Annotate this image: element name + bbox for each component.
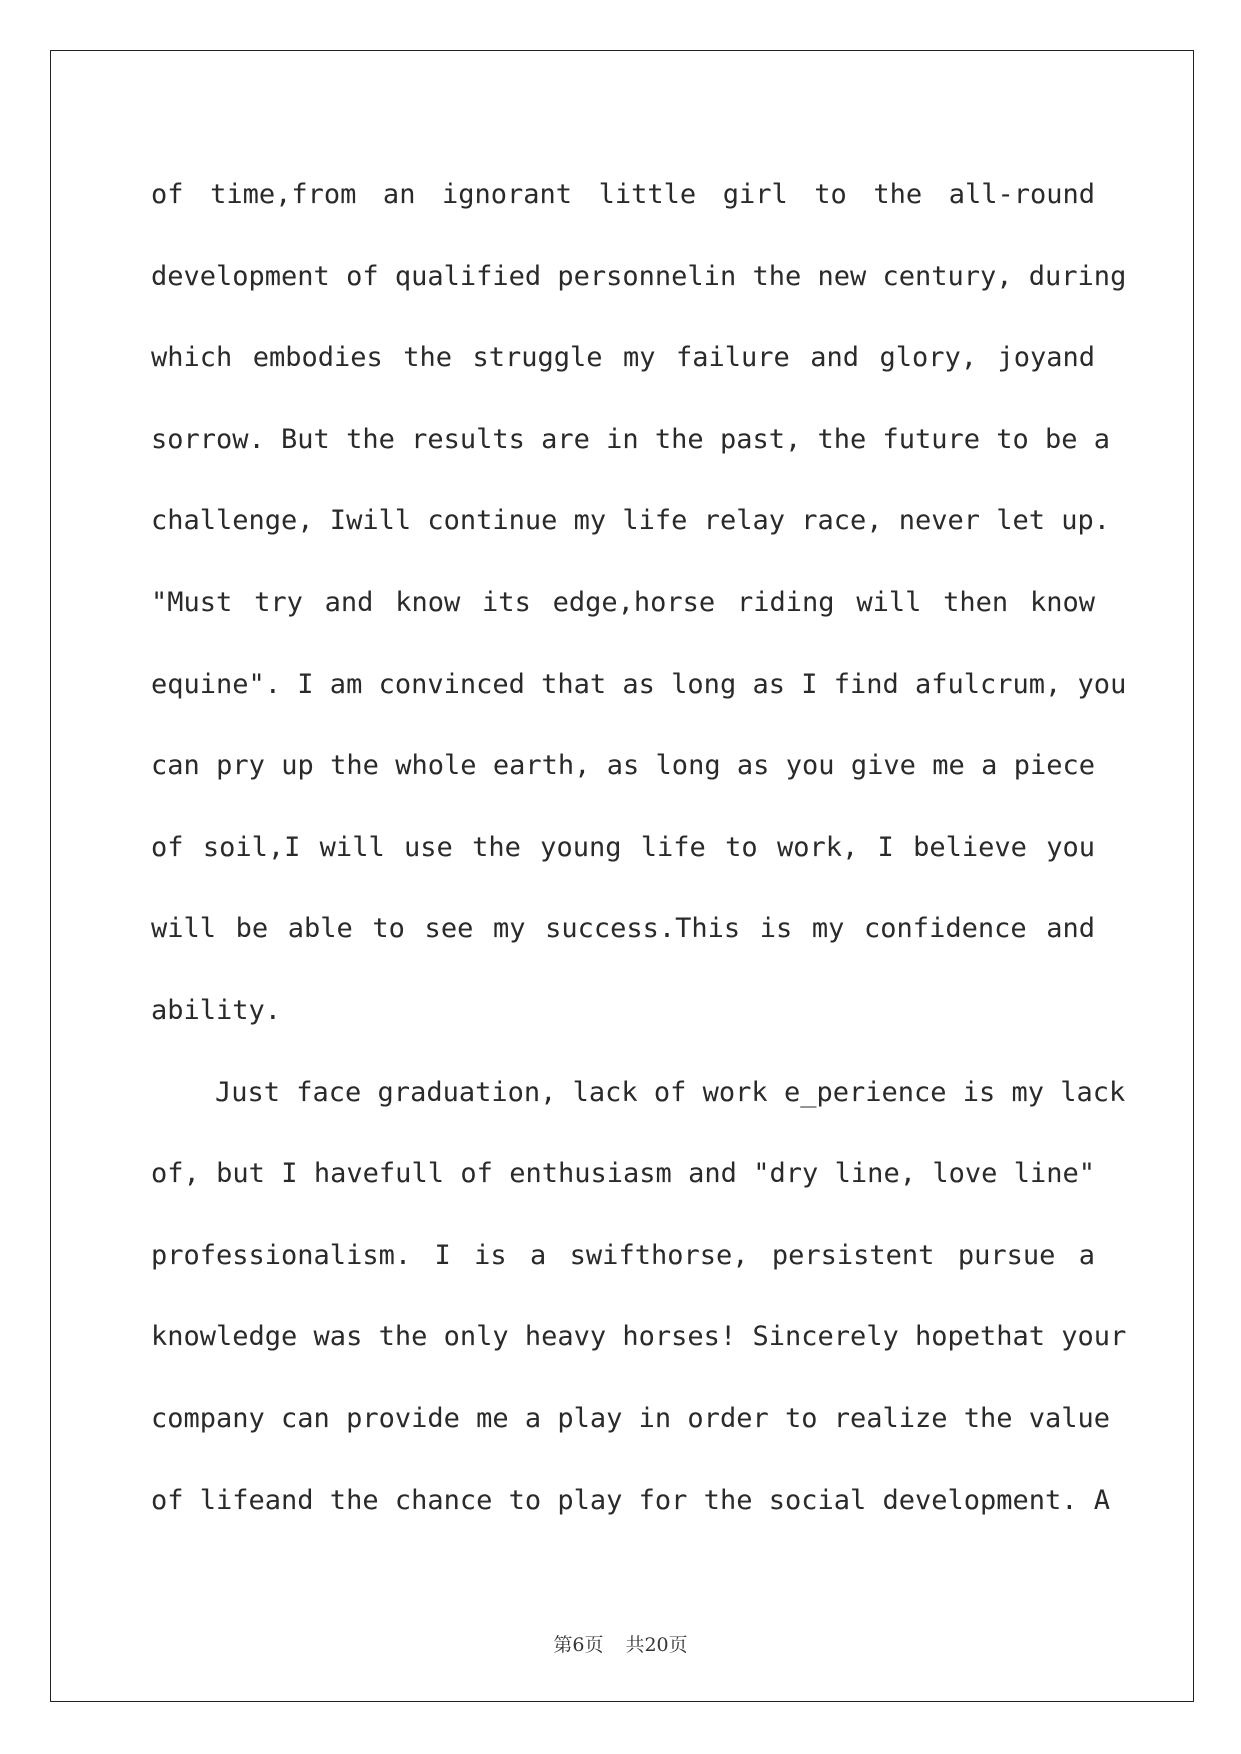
text-line: sorrow. But the results are in the past, the future to be a [151,423,1111,455]
text-line: of soil,I will use the young life to work, I believe you [151,831,1095,863]
text-line: development of qualified personnelin the new century, during [151,260,1127,292]
text-line: of lifeand the chance to play for the social development. A [151,1484,1111,1516]
text-line: will be able to see my success.This is my confidence and [151,913,1095,945]
text-line: of time,from an ignorant little girl to the all-round [151,179,1095,210]
text-line: equine". I am convinced that as long as I find afulcrum, you [151,668,1127,700]
text-line: which embodies the struggle my failure and glory, joyand [151,342,1095,374]
text-line: "Must try and know its edge,horse riding will then know [151,586,1095,618]
text-line: challenge, Iwill continue my life relay race, never let up. [151,505,1111,537]
text-line: Just face graduation, lack of work e_perience is my lack [215,1076,1126,1108]
body-text [151,165,1127,1552]
page-number: 第6页 [553,1634,604,1656]
text-line: knowledge was the only heavy horses! Sincerely hopethat your [151,1321,1127,1353]
text-line: professionalism. I is a swifthorse, persistent pursue a [151,1239,1095,1271]
page-total: 共20页 [625,1634,688,1656]
text-line: can pry up the whole earth, as long as you give me a piece [151,750,1095,782]
text-line: company can provide me a play in order to realize the value [151,1402,1111,1434]
page-footer [0,1630,1241,1657]
text-line: ability. [151,994,282,1026]
text-line: of, but I havefull of enthusiasm and "dry line, love line" [151,1158,1095,1190]
